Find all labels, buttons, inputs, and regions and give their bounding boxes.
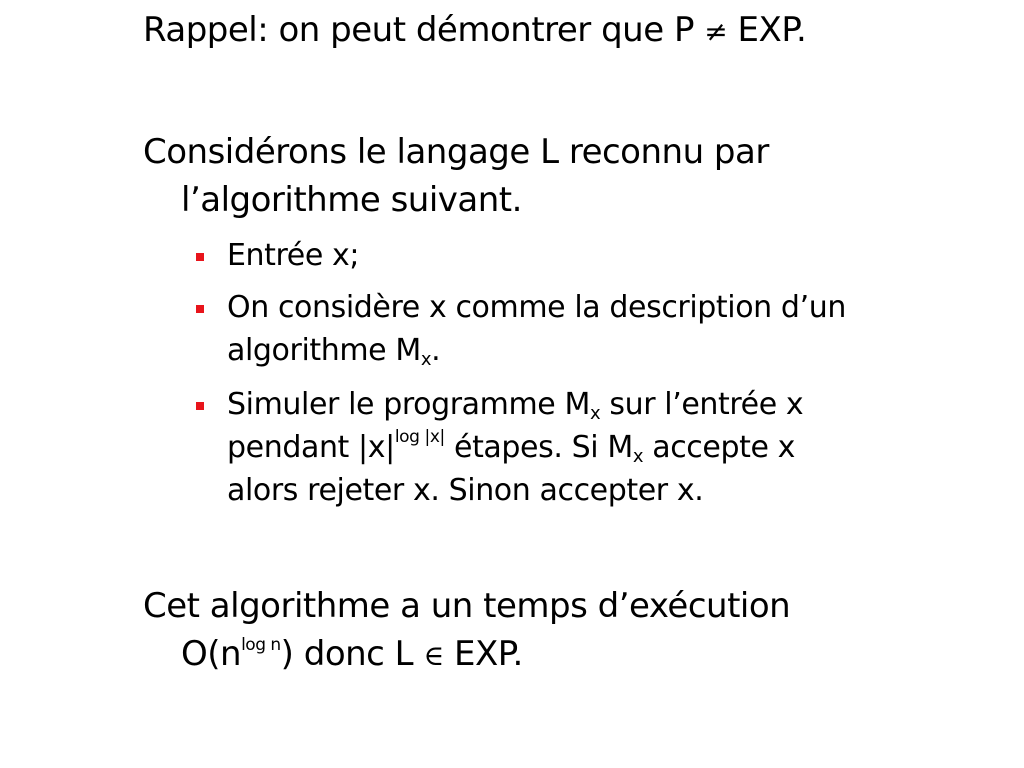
rappel-text: Rappel: on peut démontrer que P xyxy=(143,10,705,50)
conclusion-line-1: Cet algorithme a un temps d’exécution xyxy=(143,586,791,626)
superscript-log-x: log |x| xyxy=(394,427,445,447)
bullet-simuler-line-2: pendant $|x|^{log |x|}$ étapes. Si $M_x$ accepte x xyxy=(227,427,796,467)
rappel-text-end: EXP. xyxy=(727,10,807,50)
not-equal-symbol: ≠ xyxy=(704,15,728,48)
subscript-x: x xyxy=(632,446,644,467)
conclusion-paragraph xyxy=(143,582,973,680)
bullet-simuler-line-3: alors rejeter x. Sinon accepter x. xyxy=(227,473,704,508)
bullet-marker-icon xyxy=(196,402,204,410)
considerons-paragraph xyxy=(143,128,973,224)
superscript-log-n: log n xyxy=(241,635,281,655)
bullet-description-line-2: algorithme $M_x$. xyxy=(227,333,441,370)
considerons-line-2: l’algorithme suivant. xyxy=(181,180,522,220)
bullet-marker-icon xyxy=(196,305,204,313)
subscript-x: x xyxy=(420,349,432,370)
considerons-line-1: Considérons le langage L reconnu par xyxy=(143,132,769,172)
element-of-symbol: ∈ xyxy=(423,639,444,672)
rappel-paragraph xyxy=(143,6,973,56)
bullet-entree-text: Entrée x; xyxy=(227,238,360,273)
conclusion-line-2: $O(n^{log n})$ donc L ∈ EXP. xyxy=(181,634,523,674)
bullet-description-line-1: On considère x comme la description d’un xyxy=(227,290,846,325)
bullet-marker-icon xyxy=(196,253,204,261)
subscript-x: x xyxy=(589,403,601,424)
bullet-simuler-line-1: Simuler le programme $M_x$ sur l’entrée x xyxy=(227,387,804,424)
